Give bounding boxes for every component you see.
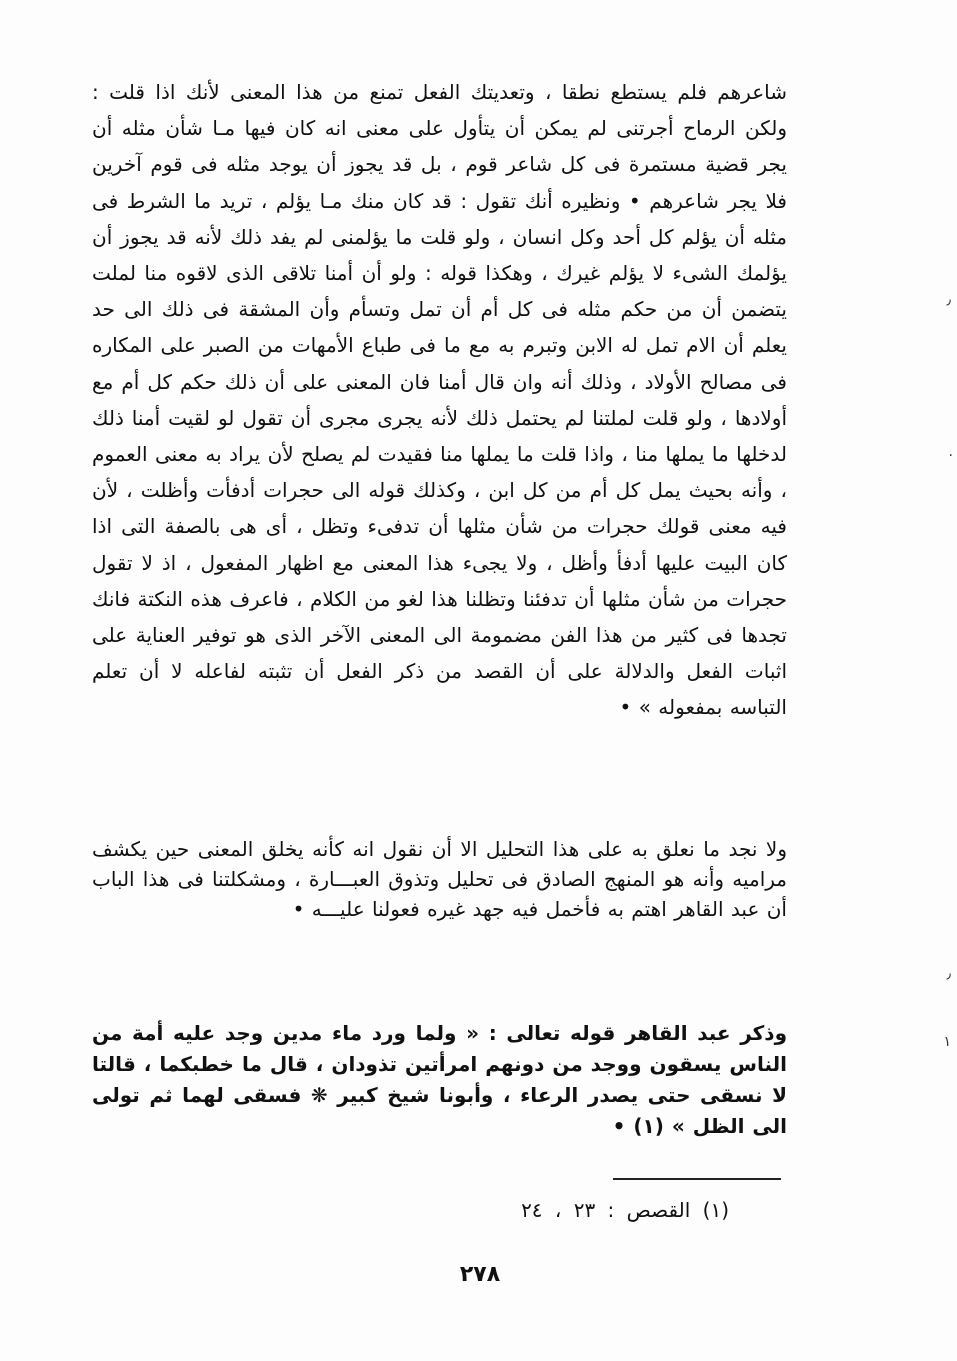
margin-mark: · <box>948 448 953 464</box>
paragraph-quran-quote: وذكر عبد القاهر قوله تعالى : « ولما ورد ماء مدين وجد عليه أمة من الناس يسقون ووجد من دونهم امرأتين تذودان ، قال ما خطبكما ، قالتا لا نسقى حتى يصدر الرعاء ، وأبونا شيخ كبير ❋ فسقى لهما ثم تولى الى الظل » (١) • <box>92 1021 787 1138</box>
margin-mark: ١ <box>943 1034 951 1050</box>
margin-mark: ٫ <box>946 966 951 982</box>
margin-mark: ٫ <box>946 292 951 308</box>
footnote: (١) القصص : ٢٣ ، ٢٤ <box>521 1198 729 1222</box>
footnote-divider <box>613 1178 781 1180</box>
page-number: ٢٧٨ <box>459 1262 501 1287</box>
paragraph-analysis: شاعرهم فلم يستطع نطقا ، وتعديتك الفعل تمنع من هذا المعنى لأنك اذا قلت : ولكن الرماح أجرتنى لم يمكن أن يتأول على معنى انه كان فيها مـا شأن مثله أن يجر قضية مستمرة فى كل شاعر قوم ، بل قد يجوز أن يوجد مثله فى قوم آخرين فلا يجر شاعرهم • ونظيره أنك تقول : قد كان منك مـا يؤلم ، تريد ما الشرط فى مثله أن يؤلم كل أحد وكل انسان ، ولو قلت ما يؤلمنى لم يفد ذلك لأنه قد يجوز أن يؤلمك الشىء لا يؤلم غيرك ، وهكذا قوله : ولو أن أمنا تلاقى الذى لاقوه منا لملت يتضمن أن من حكم مثله فى كل أم أن تمل وتسأم وأن المشقة فى ذلك الى حد يعلم أن الام تمل له الابن وتبرم به مع ما فى طباع الأمهات من الصبر على المكاره فى مصالح الأولاد ، وذلك أنه وان قال أمنا فان المعنى على أن ذلك حكم كل أم مع أولادها ، ولو قلت لملتنا لم يحتمل ذلك لأنه يجرى مجرى أن تقول لو لقيت أمنا ذلك لدخلها ما يملها منا ، واذا قلت ما يملها منا فقيدت لم يصلح لأن يراد به معنى العموم ، وأنه بحيث يمل كل أم من كل ابن ، وكذلك قوله الى حجرات أدفأت وأظلت ، لأن فيه معنى قولك حجرات من شأن مثلها أن تدفىء وتظل ، أى هى بالصفة التى اذا كان البيت عليها أدفأ وأظل ، ولا يجىء هذا المعنى مع اظهار المفعول ، اذ لا تقول حجرات من شأن مثلها أن تدفئنا وتظلنا هذا لغو من الكلام ، فاعرف هذه النكتة فانك تجدها فى كثير من هذا الفن مضمومة الى المعنى الآخر الذى هو توفير العناية على اثبات الفعل والدلالة على أن القصد من ذكر الفعل أن تثبته لفاعله لا أن تعلم التباسه بمفعوله » • <box>92 80 787 720</box>
paragraph-commentary: ولا نجد ما نعلق به على هذا التحليل الا أن نقول انه كأنه يخلق المعنى حين يكشف مراميه وأنه هو المنهج الصادق فى تحليل وتذوق العبـــارة ، ومشكلتنا فى هذا الباب أن عبد القاهر اهتم به فأخمل فيه جهد غيره فعولنا عليـــه • <box>92 837 787 921</box>
